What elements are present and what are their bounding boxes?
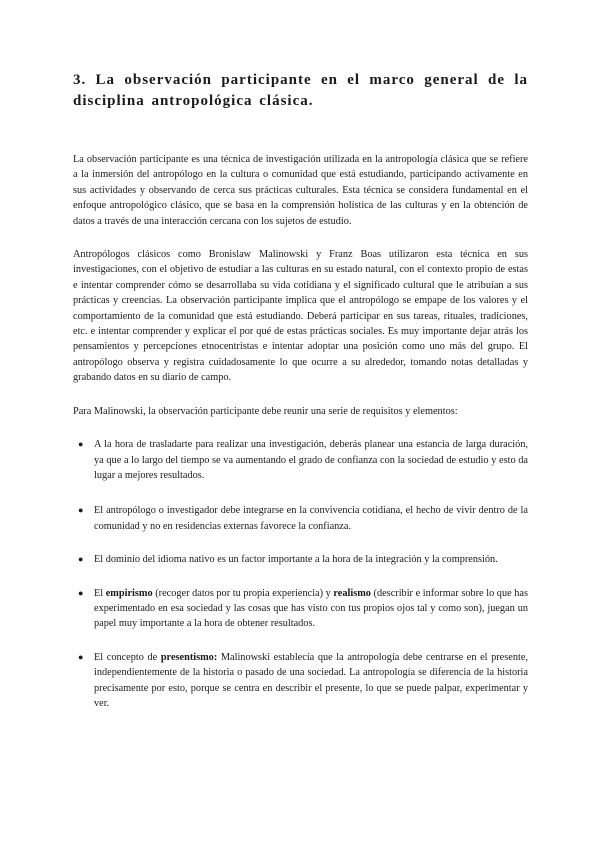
bullet-icon: ● bbox=[78, 651, 84, 662]
bullet-icon: ● bbox=[78, 554, 84, 565]
section-heading: 3. La observación participante en el marco general de la disciplina antropológica clásica. bbox=[73, 72, 528, 109]
list-item bbox=[73, 503, 528, 534]
list-item bbox=[73, 437, 528, 483]
list-item-text-pre: El bbox=[94, 587, 106, 599]
list-item-text-post: (describir e informar sobre lo que has experimentado en esa sociedad y las cosas que has visto con tus propios ojos tal y como son), juegan un papel muy importante a la hora de obtener resultados. bbox=[94, 587, 528, 630]
bullet-icon: ● bbox=[78, 505, 84, 516]
paragraph-malinowski-boas: Antropólogos clásicos como Bronislaw Malinowski y Franz Boas utilizaron esta técnica en sus investigaciones, con el objetivo de estudiar a las culturas en su estado natural, con el contexto propio de estas e intentar comprender cómo se desarrollaba su vida cotidiana y el significado cultural que le atribuían a sus prácticas y creencias. La observación participante implica que el antropólogo se empape de los valores y el comportamiento de la comunidad que está estudiando. Deberá participar en sus tareas, rituales, tradiciones, etc. e intentar comprender y explicar el por qué de estas prácticas sociales. Es muy importante dejar atrás los pensamientos y percepciones etnocentristas e intentar adoptar una posición como uno más del grupo. El antropólogo observa y registra cuidadosamente lo que ocurre a su alrededor, tomando notas detalladas y grabando datos en su diario de campo. bbox=[73, 249, 528, 384]
requirements-list bbox=[73, 437, 528, 711]
list-item-text: El antropólogo o investigador debe integrarse en la convivencia cotidiana, el hecho de vivir dentro de la comunidad y no en residencias externas favorece la confianza. bbox=[94, 505, 528, 532]
paragraph-intro: La observación participante es una técnica de investigación utilizada en la antropología clásica que se refiere a la inmersión del antropólogo en la cultura o comunidad que está estudiando, participando activamente en sus actividades y observando de cerca sus prácticas culturales. Esta técnica se considera fundamental en el enfoque antropológico clásico, que se basa en la comprensión holística de las culturas y en la obtención de datos a través de una interacción cercana con los sujetos de estudio. bbox=[73, 154, 528, 227]
list-item-text: A la hora de trasladarte para realizar una investigación, deberás planear una estancia de larga duración, ya que a lo largo del tiempo se va aumentando el grado de confianza con la sociedad de estudio y esto da lugar a mejores resultados. bbox=[94, 439, 528, 481]
list-item bbox=[73, 586, 528, 632]
list-item bbox=[73, 552, 528, 567]
bullet-icon: ● bbox=[78, 587, 84, 598]
term-empirismo: empirismo bbox=[105, 587, 153, 599]
term-presentismo: presentismo: bbox=[160, 651, 218, 663]
list-item-text: El dominio del idioma nativo es un factor importante a la hora de la integración y la comprensión. bbox=[94, 554, 498, 566]
list-item-text-post: Malinowski establecía que la antropología debe centrarse en el presente, independientemente de la historia o pasado de una sociedad. La antropología se diferencia de la historia precisamente por esto, porque se centra en describir el presente, lo que se puede palpar, experimentar y ver. bbox=[94, 651, 528, 709]
bullet-icon: ● bbox=[78, 439, 84, 450]
list-item-text-pre: El concepto de bbox=[94, 651, 161, 663]
paragraph-requirements-intro: Para Malinowski, la observación participante debe reunir una serie de requisitos y elementos: bbox=[73, 405, 458, 417]
list-item-text-mid: (recoger datos por tu propia experiencia) y bbox=[152, 587, 334, 599]
list-item bbox=[73, 650, 528, 712]
term-realismo: realismo bbox=[333, 587, 371, 599]
